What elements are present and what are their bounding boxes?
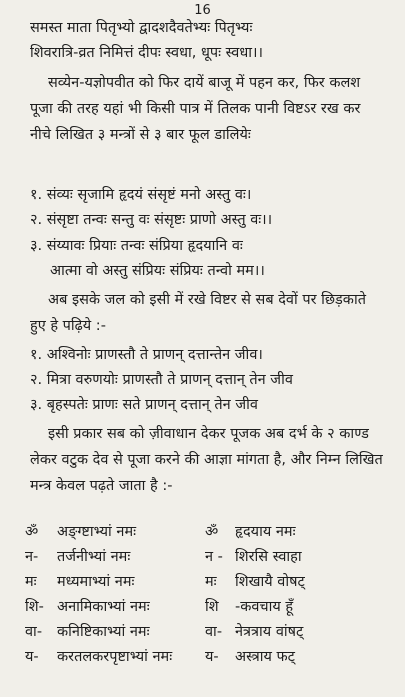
- invocation-line-2: शिवरात्रि-व्रत निमित्तं दीपः स्वधा, धूपः स्वधा।।: [30, 45, 264, 61]
- paragraph-text: इसी प्रकार सब को ज़ीवाधान देकर पूजक अब दर्भ के २ काण्ड लेकर वटुक देव से पूजा करने की आज्ञा मांगता है, और निम्न लिखित मन्त्र केवल पढ़ते जाता है :-: [30, 426, 383, 494]
- anganyasa-text: अनामिकाभ्यां नमः: [57, 599, 150, 615]
- nyasa-syllable: वा-: [205, 624, 223, 640]
- mantra-2: २. संसृष्टा तन्वः सन्तु वः संसृष्टः प्राणो अस्तु वः।।: [30, 212, 273, 228]
- anganyasa-text: करतलकरपृष्टाभ्यां नमः: [57, 649, 173, 665]
- nyasa-row: [25, 646, 385, 671]
- hridayadi-text: नेत्रत्राय वांषट्: [235, 624, 304, 640]
- nyasa-syllable: न-: [25, 549, 39, 565]
- paragraph-text: अब इसके जल को इसी में रखे विष्टर से सब देवों पर छिड़काते हुए हे पढ़िये :-: [30, 292, 366, 334]
- paragraph-text: सव्येन-यज्ञोपवीत को फिर दायें बाजू में पहन कर, फिर कलश पूजा की तरह यहां भी किसी पात्र में तिलक पानी विष्टऽर रख कर नीचे लिखित ३ मन्त्रों से ३ बार फूल डालियेः: [30, 75, 361, 143]
- nyasa-syllable: मः: [25, 574, 37, 590]
- instruction-paragraph-3: [30, 421, 386, 499]
- anganyasa-text: मध्यमाभ्यां नमः: [57, 574, 135, 590]
- nyasa-syllable: न -: [205, 549, 223, 565]
- hridayadi-text: -कवचाय हूँ: [235, 599, 294, 615]
- mantra-1: १. संव्यः सृजामि हृदयं संसृष्टं मनो अस्तु वः।: [30, 187, 252, 203]
- nyasa-syllable: शि-: [25, 599, 44, 615]
- instruction-paragraph-2: [30, 287, 386, 339]
- anganyasa-text: तर्जनीभ्यां नमः: [57, 549, 131, 565]
- nyasa-syllable: य-: [25, 649, 39, 665]
- anganyasa-text: कनिष्टिकाभ्यां नमः: [57, 624, 150, 640]
- jivadhan-mantra-2: २. मित्रा वरुणयोः प्राणस्तौ ते प्राणन् दत्तान् तेन जीव: [30, 372, 293, 388]
- nyasa-syllable: वा-: [25, 624, 43, 640]
- jivadhan-mantra-3: ३. बृहस्पतेः प्राणः सते प्राणन् दत्तान् तेन जीव: [30, 397, 258, 413]
- invocation-line-1: समस्त माता पितृभ्यो द्वादशदैवतेभ्यः पितृभ्यः: [30, 20, 253, 36]
- nyasa-row: [25, 596, 385, 621]
- hridayadi-text: शिरसि स्वाहा: [235, 549, 302, 565]
- nyasa-row: [25, 521, 385, 546]
- nyasa-syllable: मः: [205, 574, 217, 590]
- hridayadi-text: शिखायै वोषट्: [235, 574, 305, 590]
- jivadhan-mantra-1: १. अश्विनोः प्राणस्तौ ते प्राणन् दत्तान्तेन जीव।: [30, 347, 263, 363]
- nyasa-syllable: शि: [205, 599, 219, 615]
- nyasa-syllable: य-: [205, 649, 219, 665]
- anganyasa-text: अङ्ग्ष्टाभ्यां नमः: [57, 524, 137, 540]
- mantra-3-continued: आत्मा वो अस्तु संप्रियः संप्रियः तन्वो मम।।: [50, 263, 265, 279]
- hridayadi-text: हृदयाय नमः: [235, 524, 296, 540]
- mantra-3: ३. संय्यावः प्रियाः तन्वः संप्रिया हृदयानि वः: [30, 238, 243, 254]
- nyasa-row: [25, 621, 385, 646]
- nyasa-row: [25, 571, 385, 596]
- nyasa-table: [25, 521, 385, 671]
- nyasa-syllable: ॐ: [205, 524, 219, 540]
- nyasa-syllable: ॐ: [25, 524, 39, 540]
- nyasa-row: [25, 546, 385, 571]
- instruction-paragraph-1: [30, 70, 386, 148]
- hridayadi-text: अस्त्राय फट्: [235, 649, 295, 665]
- page-number: 16: [194, 3, 211, 18]
